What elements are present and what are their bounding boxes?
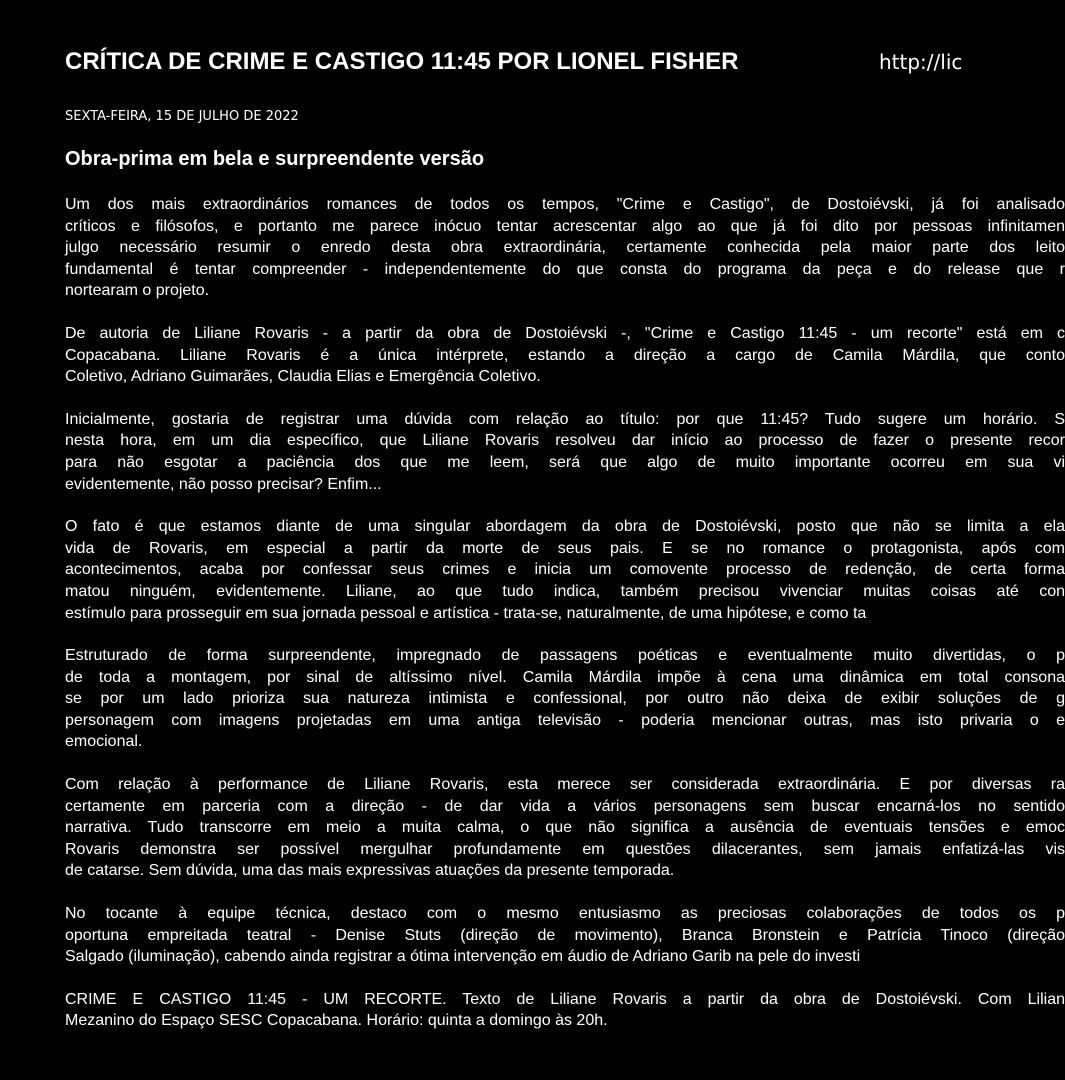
post-title: Obra-prima em bela e surpreendente versão bbox=[65, 148, 485, 170]
paragraph-line: Rovaris demonstra ser possível mergulhar profundamente em questões dilacerantes, sem jamais enfatizá-las vis bbox=[65, 840, 1065, 858]
post-body bbox=[65, 194, 1065, 1053]
paragraph-line: emocional. bbox=[65, 733, 143, 751]
paragraph-line: evidentemente, não posso precisar? Enfim... bbox=[65, 475, 382, 493]
paragraph-line: acontecimentos, acaba por confessar seus crimes e inicia um comovente processo de redenção, de certa forma bbox=[65, 561, 1065, 579]
paragraph-line: de catarse. Sem dúvida, uma das mais expressivas atuações da presente temporada. bbox=[65, 862, 675, 880]
paragraph-line: No tocante à equipe técnica, destaco com o mesmo entusiasmo as preciosas colaborações de todos os p bbox=[65, 905, 1065, 923]
paragraph-line: para não esgotar a paciência dos que me leem, será que algo de muito importante ocorreu em sua vi bbox=[65, 453, 1065, 471]
article-paragraph bbox=[65, 194, 1065, 302]
article-paragraph bbox=[65, 323, 1065, 388]
paragraph-line: oportuna empreitada teatral - Denise Stuts (direção de movimento), Branca Bronstein e Patrícia Tinoco (direção bbox=[65, 926, 1065, 944]
paragraph-line: de toda a montagem, por sinal de altíssimo nível. Camila Márdila impõe à cena uma dinâmica em total consona bbox=[65, 668, 1065, 686]
paragraph-line: Mezanino do Espaço SESC Copacabana. Horário: quinta a domingo às 20h. bbox=[65, 1012, 608, 1030]
article-paragraph bbox=[65, 989, 1065, 1032]
paragraph-line: matou ninguém, evidentemente. Liliane, ao que tudo indica, também precisou vivenciar muitas coisas até con bbox=[65, 582, 1065, 600]
paragraph-line: nesta hora, em um dia específico, que Liliane Rovaris resolveu dar início ao processo de fazer o presente recor bbox=[65, 432, 1065, 450]
paragraph-line: Salgado (iluminação), cabendo ainda registrar a ótima intervenção em áudio de Adriano Garib na pele do investi bbox=[65, 948, 861, 966]
blog-url[interactable]: http://lic bbox=[879, 50, 963, 74]
paragraph-line: narrativa. Tudo transcorre em meio a muita calma, o que não significa a ausência de eventuais tensões e emoc bbox=[65, 819, 1065, 837]
article-paragraph bbox=[65, 516, 1065, 624]
post-date: SEXTA-FEIRA, 15 DE JULHO DE 2022 bbox=[65, 109, 299, 124]
paragraph-line: Inicialmente, gostaria de registrar uma dúvida com relação ao título: por que 11:45? Tudo sugere um horário. S bbox=[65, 410, 1065, 428]
paragraph-line: certamente em parceria com a direção - de dar vida a vários personagens sem buscar encarná-los no sentido bbox=[65, 797, 1065, 815]
paragraph-line: se por um lado prioriza sua natureza intimista e confessional, por outro não deixa de exibir soluções de g bbox=[65, 690, 1065, 708]
paragraph-line: Estruturado de forma surpreendente, impregnado de passagens poéticas e eventualmente muito divertidas, o p bbox=[65, 647, 1065, 665]
paragraph-line: O fato é que estamos diante de uma singular abordagem da obra de Dostoiévski, posto que não se limita a ela bbox=[65, 518, 1065, 536]
paragraph-line: CRIME E CASTIGO 11:45 - UM RECORTE. Texto de Liliane Rovaris a partir da obra de Dostoiévski. Com Lilian bbox=[65, 990, 1065, 1008]
paragraph-line: críticos e filósofos, e portanto me parece inócuo tentar acrescentar algo ao que já foi dito por pessoas infinitamen bbox=[65, 217, 1065, 235]
paragraph-line: fundamental é tentar compreender - independentemente do que consta do programa da peça e do release que r bbox=[65, 260, 1065, 278]
paragraph-line: Coletivo, Adriano Guimarães, Claudia Elias e Emergência Coletivo. bbox=[65, 368, 541, 386]
article-paragraph bbox=[65, 645, 1065, 753]
paragraph-line: estímulo para prosseguir em sua jornada pessoal e artística - trata-se, naturalmente, de uma hipótese, e como ta bbox=[65, 604, 867, 622]
paragraph-line: Um dos mais extraordinários romances de todos os tempos, "Crime e Castigo", de Dostoiévski, já foi analisado bbox=[65, 196, 1065, 213]
paragraph-line: De autoria de Liliane Rovaris - a partir da obra de Dostoiévski -, "Crime e Castigo 11:45 - um recorte" está em c bbox=[65, 324, 1065, 342]
blog-title[interactable]: CRÍTICA DE CRIME E CASTIGO 11:45 POR LIONEL FISHER bbox=[65, 48, 739, 75]
paragraph-line: nortearam o projeto. bbox=[65, 282, 210, 300]
article-paragraph bbox=[65, 774, 1065, 882]
paragraph-line: julgo necessário resumir o enredo desta obra extraordinária, certamente conhecida pela maior parte dos leito bbox=[65, 239, 1065, 257]
paragraph-line: Com relação à performance de Liliane Rovaris, esta merece ser considerada extraordinária. E por diversas ra bbox=[65, 776, 1065, 794]
paragraph-line: personagem com imagens projetadas em uma antiga televisão - poderia mencionar outras, mas isto privaria o e bbox=[65, 711, 1065, 729]
paragraph-line: vida de Rovaris, em especial a partir da morte de seus pais. E se no romance o protagonista, após com bbox=[65, 539, 1065, 557]
article-paragraph bbox=[65, 903, 1065, 968]
paragraph-line: Copacabana. Liliane Rovaris é a única intérprete, estando a direção a cargo de Camila Márdila, que conto bbox=[65, 346, 1065, 364]
article-paragraph bbox=[65, 409, 1065, 495]
